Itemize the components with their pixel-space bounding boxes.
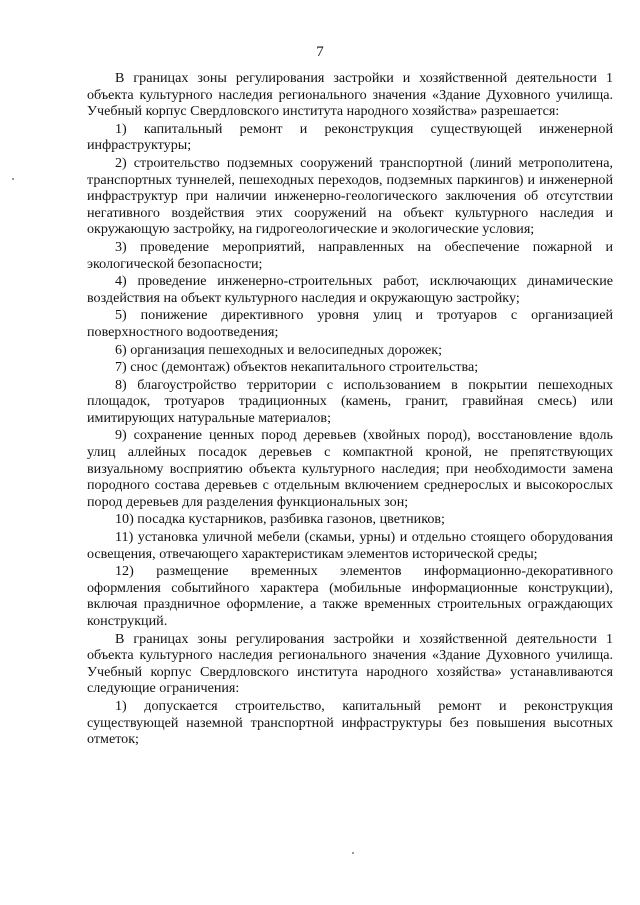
- paragraph-item-4: 4) проведение инженерно-строительных работ, исключающих динамические воздействия на объект культурного наследия и окружающую застройку;: [87, 273, 613, 306]
- scan-speck: [352, 852, 354, 854]
- paragraph-item-3: 3) проведение мероприятий, направленных на обеспечение пожарной и экологической безопасности;: [87, 238, 613, 272]
- paragraph-intro-restrictions: В границах зоны регулирования застройки и хозяйственной деятельности 1 объекта культурного наследия регионального значения «Здание Духовного училища. Учебный корпус Свердловского института народного хозяйства» устанавливаются следующие ограничения:: [87, 630, 613, 697]
- document-body: [87, 70, 613, 748]
- paragraph-item-5: 5) понижение директивного уровня улиц и тротуаров с организацией поверхностного водоотведения;: [87, 307, 613, 340]
- paragraph-item-2: 2) строительство подземных сооружений транспортной (линий метрополитена, транспортных туннелей, пешеходных переходов, подземных паркингов) и инженерной инфраструктур при наличии инженерно-геологического заключения об отсутствии негативного воздействия этих сооружений на объект культурного наследия и окружающую застройку, на гидрогеологические и экологические условия;: [87, 154, 613, 238]
- paragraph-item-1: 1) капитальный ремонт и реконструкция существующей инженерной инфраструктуры;: [87, 120, 613, 154]
- paragraph-item-7: 7) снос (демонтаж) объектов некапитального строительства;: [115, 359, 479, 376]
- scan-speck: [12, 178, 14, 180]
- paragraph-item-11: 11) установка уличной мебели (скамьи, урны) и отдельно стоящего оборудования освещения, отвечающего характеристикам элементов исторической среды;: [87, 529, 613, 562]
- paragraph-item-10: 10) посадка кустарников, разбивка газонов, цветников;: [115, 511, 445, 528]
- paragraph-item-12: 12) размещение временных элементов информационно-декоративного оформления событийного характера (мобильные информационные конструкции), включая праздничное оформление, а также временных строительных ограждающих конструкций.: [87, 563, 613, 629]
- paragraph-item-6: 6) организация пешеходных и велосипедных дорожек;: [115, 341, 443, 358]
- paragraph-restriction-1: 1) допускается строительство, капитальный ремонт и реконструкция существующей наземной транспортной инфраструктуры без повышения высотных отметок;: [87, 697, 613, 748]
- paragraph-intro-permitted: В границах зоны регулирования застройки и хозяйственной деятельности 1 объекта культурного наследия регионального значения «Здание Духовного училища. Учебный корпус Свердловского института народного хозяйства» разрешается:: [87, 70, 613, 120]
- paragraph-item-9: 9) сохранение ценных пород деревьев (хвойных пород), восстановление вдоль улиц аллейных посадок деревьев с компактной кроной, не препятствующих визуальному восприятию объекта культурного наследия; при необходимости замена породного состава деревьев с отдельным включением среднерослых и высокорослых пород деревьев для разделения функциональных зон;: [87, 427, 613, 510]
- paragraph-item-8: 8) благоустройство территории с использованием в покрытии пешеходных площадок, тротуаров традиционных (камень, гранит, гравийная смесь) или имитирующих натуральные материалов;: [87, 376, 613, 426]
- page-number: 7: [316, 44, 324, 60]
